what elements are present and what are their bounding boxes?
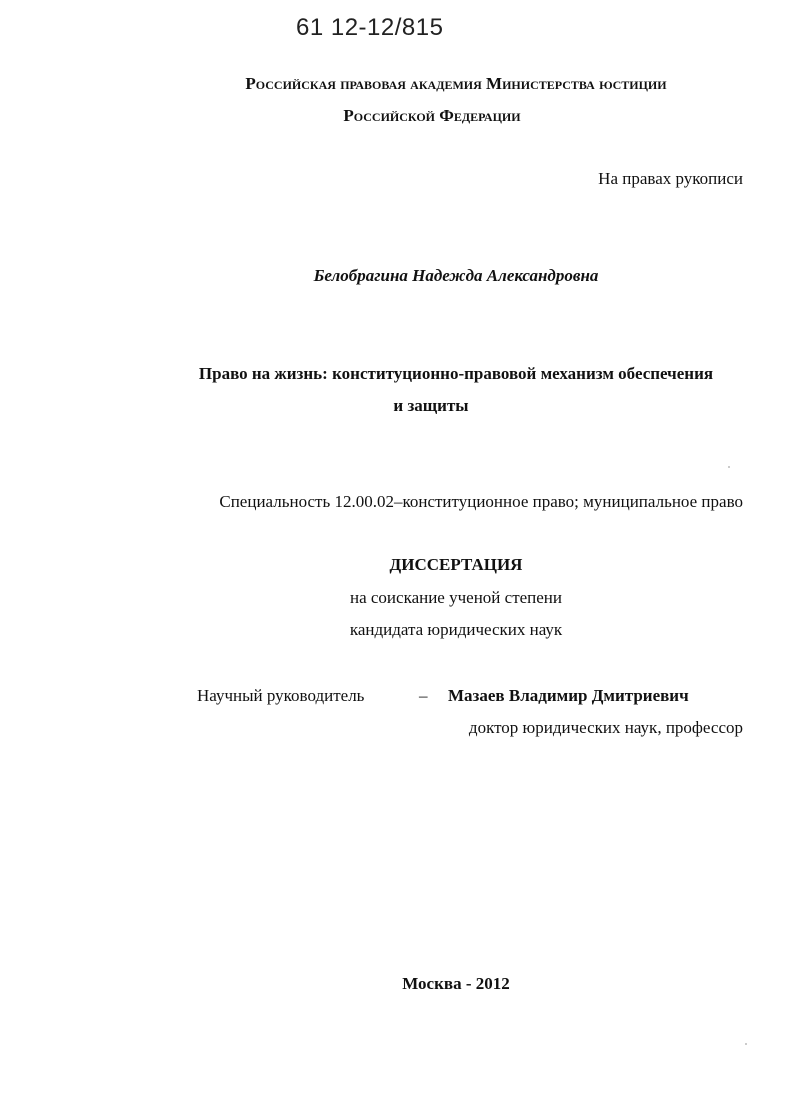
- supervisor-name: Мазаев Владимир Дмитриевич: [448, 686, 689, 705]
- supervisor-title: доктор юридических наук, профессор: [468, 718, 743, 737]
- manuscript-note: На правах рукописи: [598, 169, 743, 188]
- city-year: Москва - 2012: [402, 974, 510, 993]
- dissertation-title-line-1: Право на жизнь: конституционно-правовой механизм обеспечения: [198, 364, 714, 383]
- organization-line-2: Российской Федерации: [343, 106, 521, 125]
- supervisor-dash: –: [419, 686, 428, 705]
- degree-line-1: на соискание ученой степени: [349, 588, 563, 607]
- supervisor-label: Научный руководитель: [197, 686, 365, 705]
- handwritten-registry-number: 61 12-12/815: [296, 14, 444, 41]
- work-type-heading: ДИССЕРТАЦИЯ: [389, 555, 523, 574]
- dissertation-title-line-2: и защиты: [393, 396, 469, 415]
- author-name: Белобрагина Надежда Александровна: [313, 266, 599, 285]
- organization-line-1: Российская правовая академия Министерства юстиции: [245, 74, 667, 93]
- scan-speck: [728, 466, 730, 468]
- degree-line-2: кандидата юридических наук: [349, 620, 563, 639]
- scan-speck: [745, 1043, 747, 1045]
- specialty-line: Специальность 12.00.02–конституционное право; муниципальное право: [219, 492, 743, 511]
